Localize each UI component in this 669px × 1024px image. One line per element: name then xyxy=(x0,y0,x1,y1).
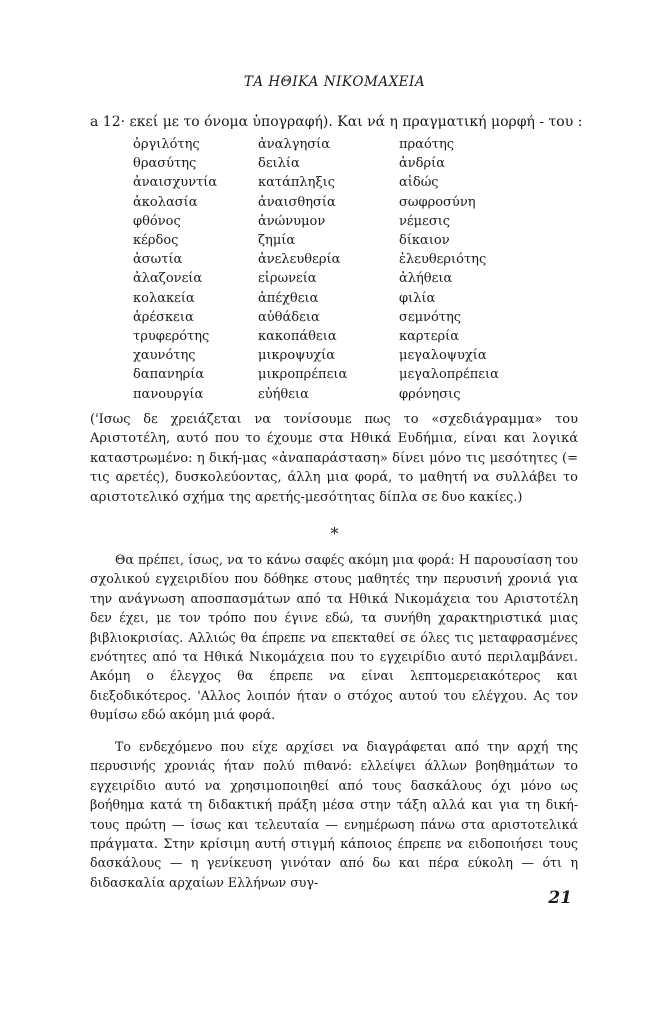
mean-term: μεγαλοψυχία xyxy=(399,348,487,364)
deficiency-term: ἀναλγησία xyxy=(258,137,331,152)
virtue-vice-table xyxy=(133,135,553,404)
deficiency-term: μικροπρέπεια xyxy=(258,367,348,383)
mean-term: ἀνδρία xyxy=(399,156,446,172)
mean-term: ἀλήθεια xyxy=(399,271,453,287)
term-row xyxy=(133,308,553,327)
body-paragraph-2: Το ενδεχόμενο που είχε αρχίσει να διαγράφεται από την αρχή της περυσινής χρονιάς ήταν πολύ πιθανό: ελλείψει άλλων βοηθημάτων το εγχειρίδιο αυτό να χρησιμοποιηθεί από τους δασκάλους όχι μόνο ως βοήθημα κατά τη διδακτική πράξη μέσα στην τάξη αλλά και για τη δική-τους πρώτη — ίσως και τελευταία — ενημέρωση πάνω στα αριστοτελικά πράγματα. Στην κρίσιμη αυτή στιγμή κάποιος έπρεπε να ειδοποιήσει τους δασκάλους — η γενίκευση γινόταν από δω και πέρα εύκολη — ότι η διδασκαλία αρχαίων Ελλήνων συγ- xyxy=(90,739,578,890)
excess-term: δαπανηρία xyxy=(133,367,205,383)
excess-term: φθόνος xyxy=(133,213,181,229)
deficiency-term: ἀπέχθεια xyxy=(258,290,319,306)
term-row xyxy=(133,173,553,192)
excess-term: κολακεία xyxy=(133,290,195,306)
deficiency-term: δειλία xyxy=(258,156,300,172)
excess-term: θρασύτης xyxy=(133,156,197,172)
deficiency-term: μικροψυχία xyxy=(258,348,335,364)
deficiency-term: ἀναισθησία xyxy=(258,194,336,210)
deficiency-term: ζημία xyxy=(258,233,296,249)
term-row xyxy=(133,327,553,346)
deficiency-term: εἰρωνεία xyxy=(258,271,317,287)
excess-term: πανουργία xyxy=(133,386,204,402)
excess-term: ἀρέσκεια xyxy=(133,309,194,325)
mean-term: πραότης xyxy=(399,137,455,152)
page-number: 21 xyxy=(548,888,572,908)
mean-term: φιλία xyxy=(399,290,436,306)
excess-term: ἀναισχυντία xyxy=(133,175,218,191)
excess-term: ἀλαζονεία xyxy=(133,271,203,287)
intro-line: a 12· εκεί με το όνομα ὑπογραφή). Και νά η πραγματική μορφή - του : xyxy=(90,114,583,130)
term-row xyxy=(133,269,553,288)
excess-term: ὀργιλότης xyxy=(133,137,200,152)
mean-term: σεμνότης xyxy=(399,309,462,325)
term-row xyxy=(133,250,553,269)
mean-term: σωφροσύνη xyxy=(399,194,476,210)
deficiency-term: κατάπληξις xyxy=(258,175,335,191)
deficiency-term: κακοπάθεια xyxy=(258,329,337,345)
excess-term: χαυνότης xyxy=(133,348,196,364)
term-row xyxy=(133,193,553,212)
term-row xyxy=(133,385,553,404)
mean-term: φρόνησις xyxy=(399,386,461,402)
excess-term: τρυφερότης xyxy=(133,329,210,345)
parenthetical-note: ('Ισως δε χρειάζεται να τονίσουμε πως το «σχεδιάγραμμα» του Αριστοτέλη, αυτό που το έχουμε στα Ηθικά Ευδήμια, είναι και λογικά καταστρωμένο: η δική-μας «ἀναπαράσταση» δίνει μόνο τις μεσότητες (= τις αρετές), δυσκολεύοντας, άλλη μια φορά, το μαθητή να συλλάβει το αριστοτελικό σχήμα της αρετής-μεσότητας δίπλα σε δυο κακίες.) xyxy=(90,412,578,505)
excess-term: ἀκολασία xyxy=(133,194,198,210)
deficiency-term: εὐήθεια xyxy=(258,386,309,402)
mean-term: δίκαιον xyxy=(399,233,450,249)
term-row xyxy=(133,212,553,231)
running-head: ΤΑ ΗΘΙΚΑ ΝΙΚΟΜΑΧΕΙΑ xyxy=(243,74,426,90)
mean-term: αἰδώς xyxy=(399,175,439,191)
deficiency-term: αὐθάδεια xyxy=(258,309,320,325)
term-row xyxy=(133,154,553,173)
deficiency-term: ἀνελευθερία xyxy=(258,252,341,268)
mean-term: ἐλευθεριότης xyxy=(399,252,487,268)
excess-term: ἀσωτία xyxy=(133,252,183,268)
term-row xyxy=(133,346,553,365)
term-row xyxy=(133,365,553,384)
excess-term: κέρδος xyxy=(133,233,179,249)
mean-term: μεγαλοπρέπεια xyxy=(399,367,499,383)
term-row xyxy=(133,135,553,154)
term-row xyxy=(133,231,553,250)
mean-term: καρτερία xyxy=(399,329,459,345)
mean-term: νέμεσις xyxy=(399,213,451,229)
term-row xyxy=(133,289,553,308)
body-paragraph-1: Θα πρέπει, ίσως, να το κάνω σαφές ακόμη μια φορά: Η παρουσίαση του σχολικού εγχειριδίου που δόθηκε στους μαθητές την περυσινή χρονιά για την ανάγνωση αποσπασμάτων από τα Ηθικά Νικομάχεια του Αριστοτέλη δεν έχει, με τον τρόπο που έγινε εδώ, τα συνήθη χαρακτηριστικά μιας βιβλιοκρισίας. Αλλιώς θα έπρεπε να επεκταθεί σε όλες τις μεταφρασμένες ενότητες από τα Ηθικά Νικομάχεια που το εγχειρίδιο αυτό περιλαμβάνει. Ακόμη ο έλεγχος θα έπρεπε να είναι λεπτομερειακότερος και διεξοδικότερος. 'Αλλος λοιπόν ήταν ο στόχος αυτού του ελέγχου. Ας τον θυμίσω εδώ ακόμη μιά φορά. xyxy=(90,552,578,723)
deficiency-term: ἀνώνυμον xyxy=(258,213,326,229)
section-separator: * xyxy=(330,524,339,543)
